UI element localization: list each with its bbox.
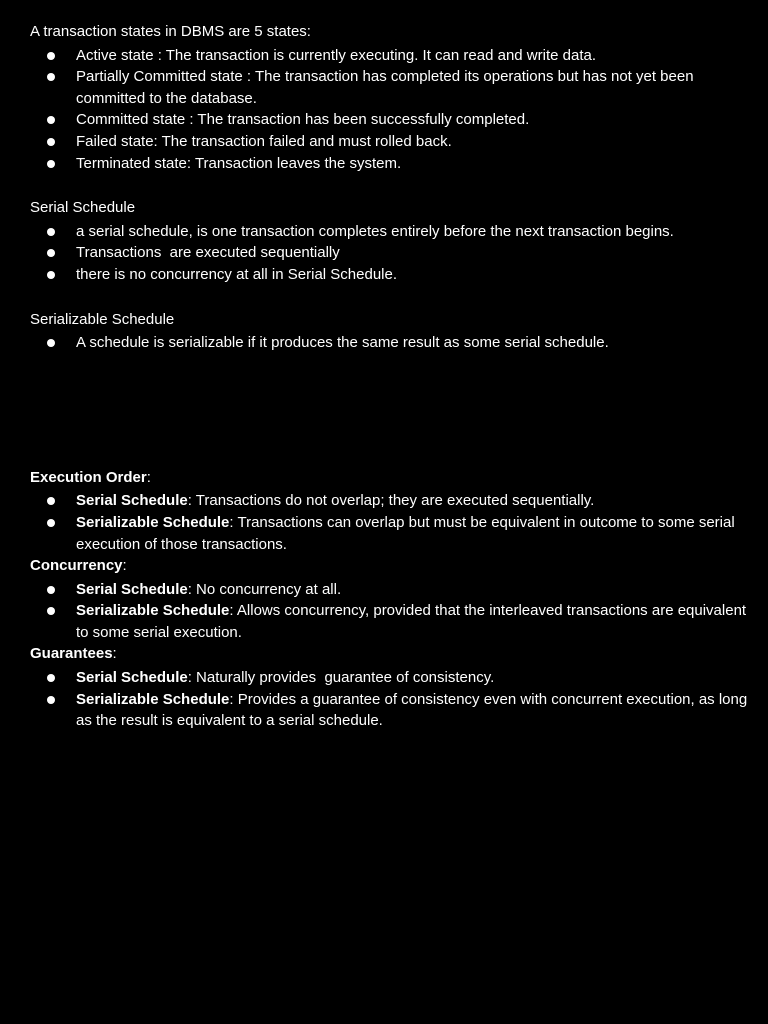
bullet-icon [47,607,55,615]
list-item [30,66,750,109]
bullet-icon [47,160,55,168]
list-item-text: Partially Committed state : The transaction has completed its operations but has not yet been committed to the database. [76,68,698,107]
term-description: : Allows concurrency, provided that the interleaved transactions are equivalent to some serial execution. [76,602,751,641]
concurrency-list [30,579,750,644]
bullet-icon [47,696,55,704]
list-item-text: a serial schedule, is one transaction completes entirely before the next transaction begins. [76,222,674,240]
list-item-text: there is no concurrency at all in Serial Schedule. [76,265,398,283]
list-item-text: Active state : The transaction is currently executing. It can read and write data. [76,46,596,64]
list-item-text: Failed state: The transaction failed and must rolled back. [76,132,452,150]
concurrency-heading: Concurrency: [30,557,127,575]
bullet-icon [47,52,55,60]
list-item [30,153,750,175]
list-item [30,332,750,354]
bullet-icon [47,497,55,505]
list-item [30,45,750,67]
serial-section [30,197,750,285]
execution-order-list [30,490,750,555]
bullet-icon [47,586,55,594]
serializable-heading: Serializable Schedule [30,310,175,328]
term-description: : Transactions can overlap but must be equivalent in outcome to some serial execution of those transactions. [76,513,739,553]
term-label: Serializable Schedule [76,602,230,620]
list-item [30,221,750,243]
serializable-list [30,332,750,354]
list-item-text: Transactions are executed sequentially [76,244,340,262]
states-list [30,45,750,175]
list-item-text: Terminated state: Transaction leaves the system. [76,154,402,172]
term-description: : Provides a guarantee of consistency even with concurrent execution, as long as the result is equivalent to a serial schedule. [76,690,752,730]
states-section [30,21,750,174]
guarantees-heading: Guarantees: [30,645,117,663]
serializable-section [30,309,750,354]
bullet-icon [47,73,55,81]
spacer [30,286,750,309]
list-item [30,242,750,264]
list-item [30,689,750,732]
term-description: : No concurrency at all. [187,580,342,598]
term-label: Serial Schedule [76,669,188,687]
states-heading: A transaction states in DBMS are 5 states: [30,23,311,40]
list-item [30,512,750,555]
bullet-icon [47,116,55,124]
list-item-text: Committed state : The transaction has been successfully completed. [76,111,530,129]
note-document [30,21,750,732]
term-label: Serial Schedule [76,492,188,510]
list-item [30,579,750,601]
term-description: : Naturally provides guarantee of consistency. [187,669,495,687]
serial-heading: Serial Schedule [30,199,136,217]
list-item [30,264,750,286]
term-description: : Transactions do not overlap; they are executed sequentially. [187,492,595,510]
bullet-icon [47,339,55,347]
term-label: Serial Schedule [76,580,188,598]
list-item [30,109,750,131]
list-item [30,667,750,689]
bullet-icon [47,249,55,257]
term-label: Serializable Schedule [76,690,230,708]
list-item [30,490,750,512]
spacer [30,174,750,197]
guarantees-list [30,667,750,732]
term-label: Serializable Schedule [76,513,230,531]
spacer [30,354,750,467]
comparison-section [30,467,750,732]
bullet-icon [47,228,55,236]
list-item-text: A schedule is serializable if it produces the same result as some serial schedule. [76,334,609,352]
list-item [30,600,750,643]
list-item [30,131,750,153]
serial-list [30,221,750,286]
bullet-icon [47,271,55,279]
execution-order-heading: Execution Order: [30,468,151,486]
bullet-icon [47,519,55,527]
bullet-icon [47,138,55,146]
bullet-icon [47,674,55,682]
